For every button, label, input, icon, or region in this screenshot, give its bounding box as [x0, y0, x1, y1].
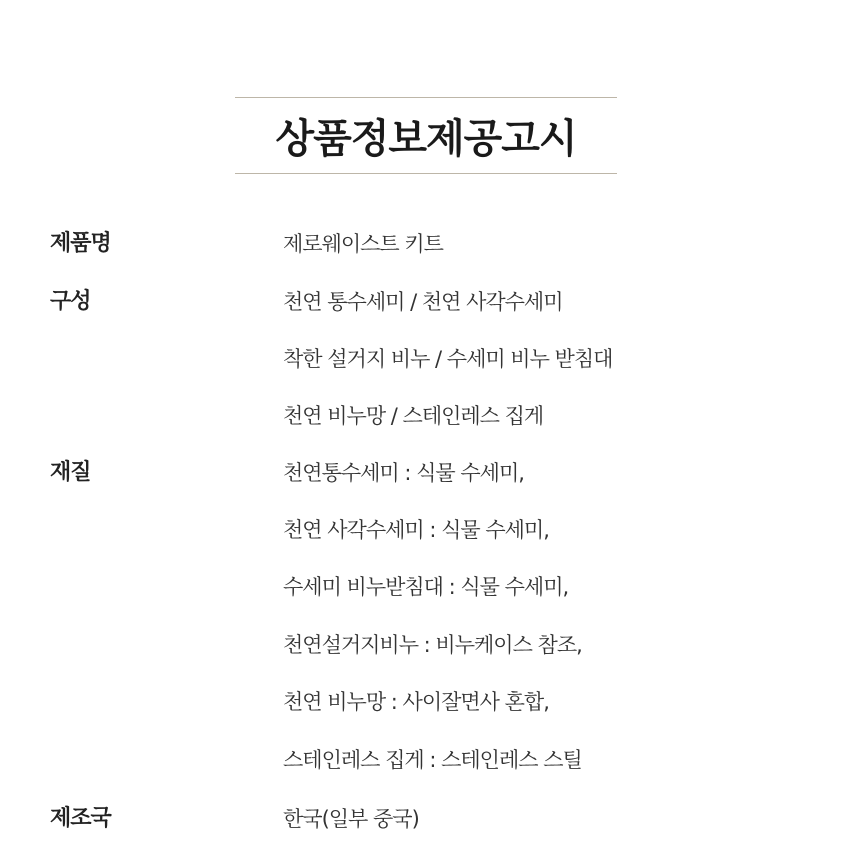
label-composition: 구성: [50, 289, 91, 314]
value-material-line: 스테인레스 집게 : 스테인레스 스틸: [283, 748, 582, 772]
value-composition-line: 천연 통수세미 / 천연 사각수세미: [283, 290, 563, 314]
value-material-line: 천연통수세미 : 식물 수세미,: [283, 461, 524, 485]
value-material-line: 수세미 비누받침대 : 식물 수세미,: [283, 575, 569, 599]
value-composition-line: 착한 설거지 비누 / 수세미 비누 받침대: [283, 347, 613, 371]
value-product-name: 제로웨이스트 키트: [283, 232, 443, 256]
label-country: 제조국: [50, 806, 111, 831]
page-title: 상품정보제공고시: [275, 116, 577, 162]
value-material-line: 천연 사각수세미 : 식물 수세미,: [283, 518, 549, 542]
label-product-name: 제품명: [50, 231, 111, 256]
value-material-line: 천연설거지비누 : 비누케이스 참조,: [283, 633, 582, 657]
label-material: 재질: [50, 460, 91, 485]
value-material-line: 천연 비누망 : 사이잘면사 혼합,: [283, 690, 549, 714]
value-country: 한국(일부 중국): [283, 807, 419, 831]
title-box: [235, 97, 617, 174]
value-composition-line: 천연 비누망 / 스테인레스 집게: [283, 404, 544, 428]
